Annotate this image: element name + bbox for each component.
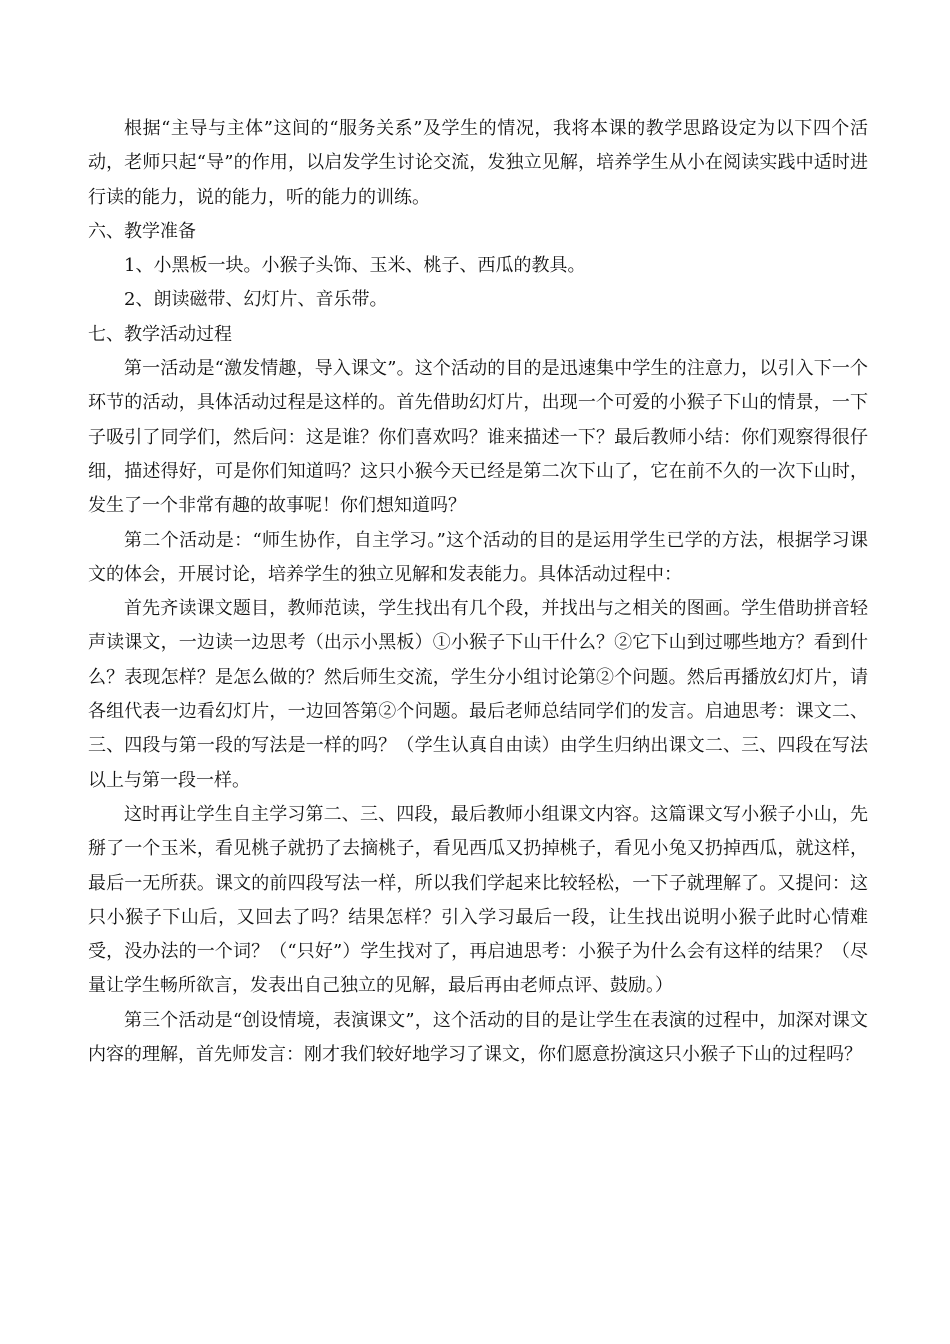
paragraph-self-study: 这时再让学生自主学习第二、三、四段，最后教师小组课文内容。这篇课文写小猴子小山，先掰了一个玉米，看见桃子就扔了去摘桃子，看见西瓜又扔掉桃子，看见小兔又扔掉西瓜，就这样，最后一无所获。课文的前四段写法一样，所以我们学起来比较轻松，一下子就理解了。又提问：这只小猴子下山后，又回去了吗？结果怎样？引入学习最后一段，让生找出说明小猴子此时心情难受，没办法的一个词？（“只好”）学生找对了，再启迪思考：小猴子为什么会有这样的结果？（尽量让学生畅所欲言，发表出自己独立的见解，最后再由老师点评、鼓励。） [88, 803, 868, 997]
section-heading-teaching-process: 七、教学活动过程 [88, 323, 232, 345]
list-item-blackboard: 1、小黑板一块。小猴子头饰、玉米、桃子、西瓜的教具。 [124, 255, 586, 277]
paragraph-teaching-approach: 根据“主导与主体”这间的“服务关系”及学生的情况，我将本课的教学思路设定为以下四个活动，老师只起“导”的作用，以启发学生讨论交流，发独立见解，培养学生从小在阅读实践中适时进行读的能力，说的能力，听的能力的训练。 [88, 118, 868, 208]
paragraph-activity-two: 第二个活动是：“师生协作，自主学习。”这个活动的目的是运用学生已学的方法，根据学习课文的体会，开展讨论，培养学生的独立见解和发表能力。具体活动过程中： [88, 529, 868, 585]
list-item-tapes: 2、朗读磁带、幻灯片、音乐带。 [124, 289, 388, 311]
paragraph-activity-three: 第三个活动是“创设情境，表演课文”，这个活动的目的是让学生在表演的过程中，加深对课文内容的理解，首先师发言：刚才我们较好地学习了课文，你们愿意扮演这只小猴子下山的过程吗？ [88, 1009, 868, 1066]
paragraph-activity-one: 第一活动是“激发情趣，导入课文”。这个活动的目的是迅速集中学生的注意力，以引入下一个环节的活动，具体活动过程是这样的。首先借助幻灯片，出现一个可爱的小猴子下山的情景，一下子吸引了同学们，然后问：这是谁？你们喜欢吗？谁来描述一下？最后教师小结：你们观察得很仔细，描述得好，可是你们知道吗？这只小猴今天已经是第二次下山了，它在前不久的一次下山时，发生了一个非常有趣的故事呢！你们想知道吗？ [88, 358, 868, 517]
paragraph-activity-two-process: 首先齐读课文题目，教师范读，学生找出有几个段，并找出与之相关的图画。学生借助拼音轻声读课文，一边读一边思考（出示小黑板）①小猴子下山干什么？②它下山到过哪些地方？看到什么？表现怎样？是怎么做的？然后师生交流，学生分小组讨论第②个问题。然后再播放幻灯片，请各组代表一边看幻灯片，一边回答第②个问题。最后老师总结同学们的发言。启迪思考：课文二、三、四段与第一段的写法是一样的吗？（学生认真自由读）由学生归纳出课文二、三、四段在写法以上与第一段一样。 [88, 598, 868, 791]
section-heading-teaching-preparation: 六、教学准备 [88, 220, 196, 242]
document-body [88, 112, 868, 1072]
